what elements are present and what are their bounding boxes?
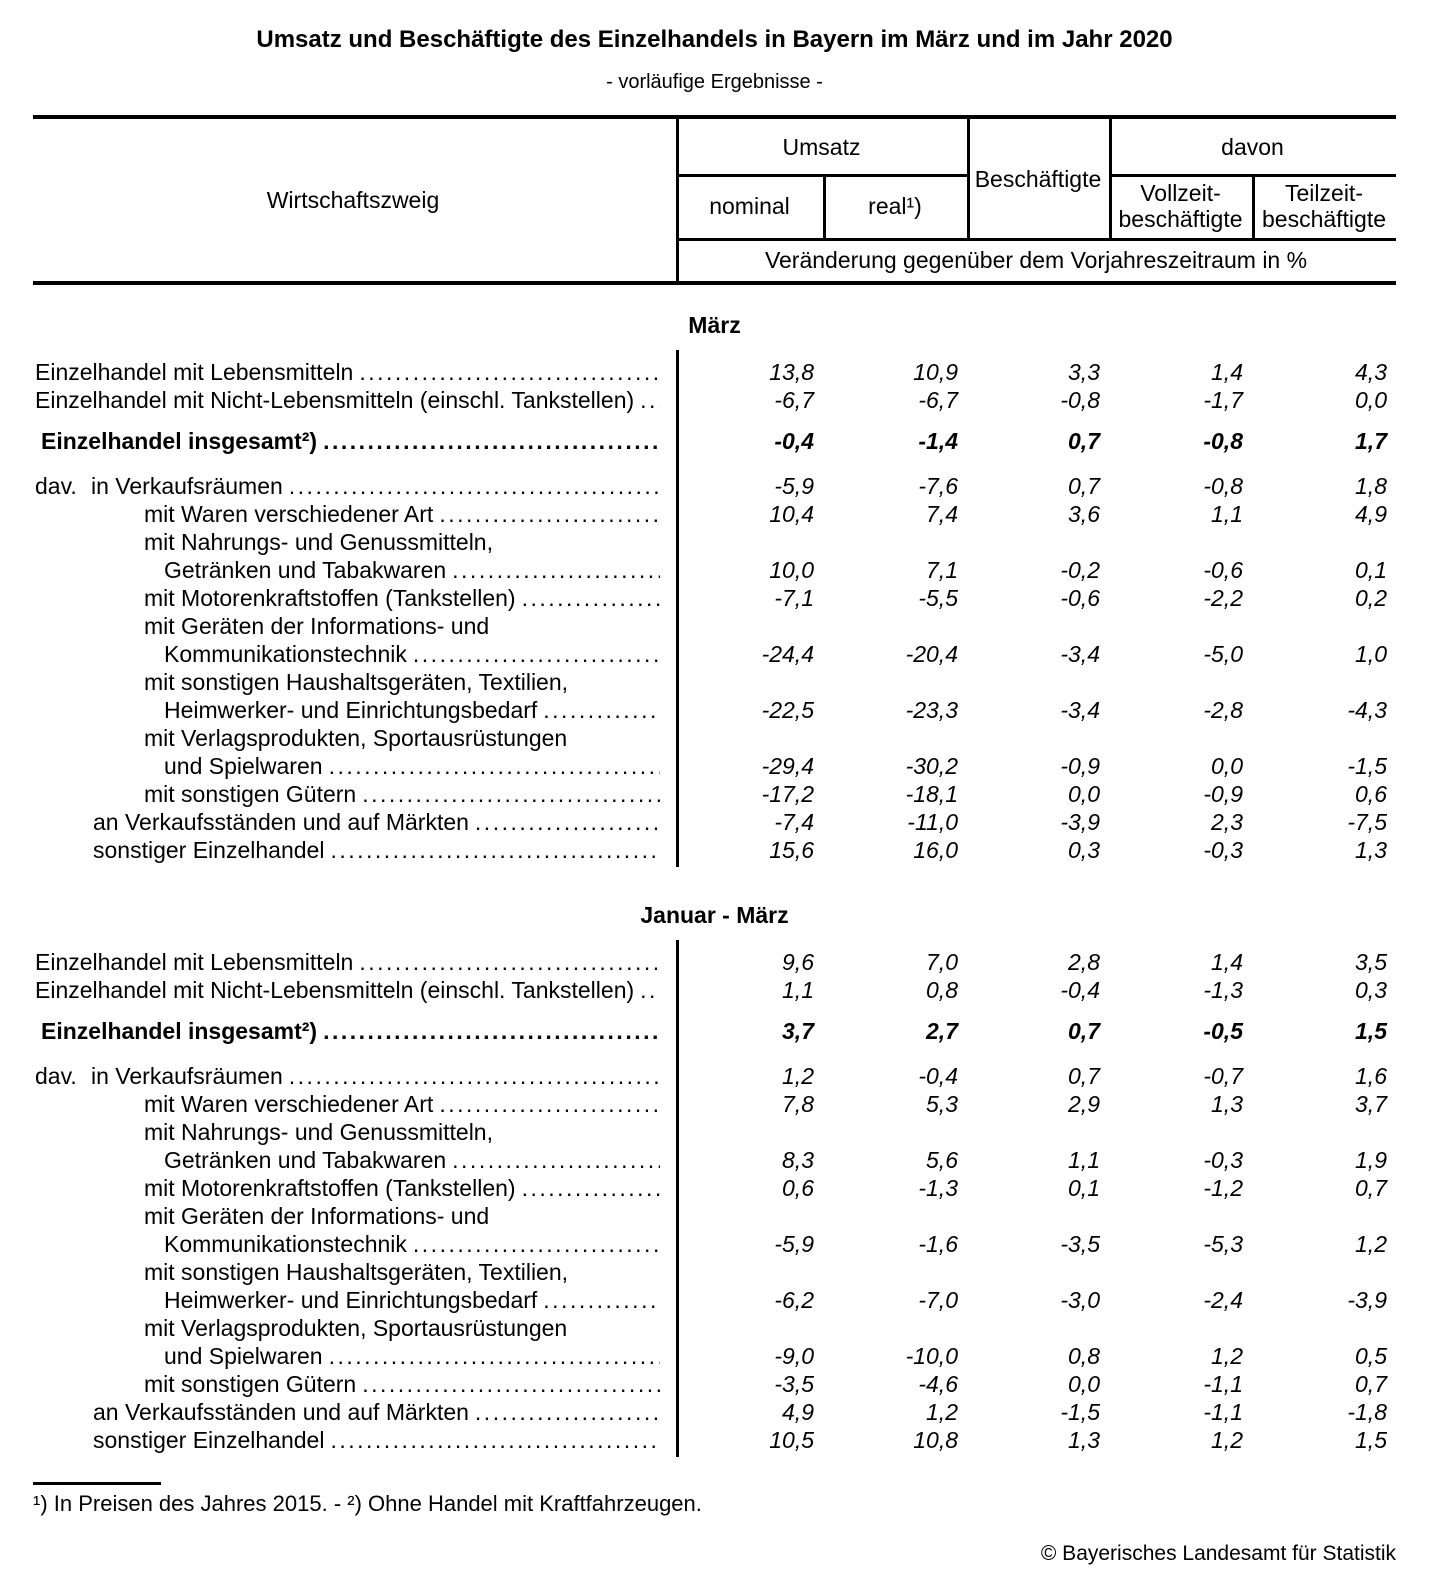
cell-nominal: -6,7: [774, 387, 814, 413]
table-row: [33, 836, 1396, 864]
cell-vollzeit: -0,5: [1203, 1018, 1243, 1044]
row-label: [33, 948, 676, 976]
header-vollzeit: [1109, 174, 1252, 238]
leader-dots: [543, 696, 660, 724]
section-heading-maerz: März: [688, 312, 741, 338]
row-label: [33, 1017, 676, 1045]
cell-nominal: -3,5: [774, 1371, 814, 1397]
header-vollzeit-line1: Vollzeit-: [1140, 180, 1221, 206]
row-label-text: mit Waren verschiedener Art: [144, 1091, 434, 1117]
table-row: [33, 1090, 1396, 1118]
leader-dots: [323, 427, 660, 455]
header-vollzeit-line2: beschäftigte: [1118, 206, 1243, 232]
cell-teilzeit: 0,2: [1355, 585, 1387, 611]
leader-dots: [439, 1090, 660, 1118]
leader-dots: [475, 1398, 660, 1426]
cell-teilzeit: -7,5: [1347, 809, 1387, 835]
row-label-text: mit Verlagsprodukten, Sportausrüstungen: [144, 1315, 568, 1341]
table-row: [33, 1174, 1396, 1202]
table-row-total: [33, 427, 1396, 455]
row-label: [33, 427, 676, 455]
column-divider: [676, 940, 679, 1457]
row-label: [33, 780, 676, 808]
cell-nominal: -7,1: [774, 585, 814, 611]
row-label-text: mit sonstigen Gütern: [144, 1371, 357, 1397]
row-label-text: Einzelhandel insgesamt²): [41, 428, 318, 454]
leader-dots: [359, 948, 660, 976]
row-label: [33, 612, 676, 668]
cell-real: -30,2: [905, 753, 958, 779]
header-wirtschaftszweig: Wirtschaftszweig: [266, 187, 440, 213]
cell-beschaeftigte: 0,0: [1068, 781, 1100, 807]
table-row: [33, 668, 1396, 724]
cell-beschaeftigte: 0,0: [1068, 1371, 1100, 1397]
table-row: [33, 808, 1396, 836]
cell-teilzeit: 0,3: [1355, 977, 1387, 1003]
row-label-text: mit Geräten der Informations- und: [144, 613, 490, 639]
row-label-text: Getränken und Tabakwaren: [164, 557, 447, 583]
row-label: [33, 1174, 676, 1202]
cell-vollzeit: -1,3: [1203, 977, 1243, 1003]
header-group-davon: davon: [1221, 133, 1284, 160]
section-rows-januar-maerz: [33, 948, 1396, 1454]
row-label-text: sonstiger Einzelhandel: [93, 837, 325, 863]
row-label-text: Kommunikationstechnik: [164, 1231, 407, 1257]
header-group-umsatz: Umsatz: [782, 133, 861, 160]
row-label-text: mit Motorenkraftstoffen (Tankstellen): [144, 1175, 516, 1201]
cell-beschaeftigte: 0,1: [1068, 1175, 1100, 1201]
row-label: [33, 1202, 676, 1258]
row-label: [33, 1062, 676, 1090]
leader-dots: [359, 358, 660, 386]
table-row-total: [33, 1017, 1396, 1045]
table-row: [33, 528, 1396, 584]
row-label-text: Einzelhandel insgesamt²): [41, 1018, 318, 1044]
cell-teilzeit: -4,3: [1347, 697, 1387, 723]
cell-vollzeit: -1,7: [1203, 387, 1243, 413]
row-label: [33, 1258, 676, 1314]
row-label: [33, 528, 676, 584]
table-row: [33, 612, 1396, 668]
row-label-text: Kommunikationstechnik: [164, 641, 407, 667]
row-label: [33, 1370, 676, 1398]
cell-real: -1,6: [918, 1231, 958, 1257]
cell-nominal: 10,0: [769, 557, 814, 583]
row-label-text: Heimwerker- und Einrichtungsbedarf: [164, 697, 538, 723]
table-row: [33, 724, 1396, 780]
leader-dots: [289, 472, 660, 500]
row-label-text: Einzelhandel mit Nicht-Lebensmitteln (einschl. Tankstellen): [35, 387, 635, 413]
cell-vollzeit: -0,3: [1203, 837, 1243, 863]
cell-nominal: 1,2: [782, 1063, 814, 1089]
table-row: [33, 1314, 1396, 1370]
cell-teilzeit: 1,2: [1355, 1231, 1387, 1257]
cell-vollzeit: -0,6: [1203, 557, 1243, 583]
leader-dots: [452, 556, 660, 584]
cell-vollzeit: -0,8: [1203, 428, 1243, 454]
cell-vollzeit: -5,0: [1203, 641, 1243, 667]
cell-beschaeftigte: -3,5: [1060, 1231, 1100, 1257]
leader-dots: [522, 1174, 660, 1202]
cell-beschaeftigte: -3,0: [1060, 1287, 1100, 1313]
cell-beschaeftigte: 3,3: [1068, 359, 1100, 385]
cell-beschaeftigte: -0,2: [1060, 557, 1100, 583]
row-label-text: Heimwerker- und Einrichtungsbedarf: [164, 1287, 538, 1313]
table-row: [33, 1202, 1396, 1258]
table-row: [33, 1426, 1396, 1454]
cell-nominal: -5,9: [774, 1231, 814, 1257]
row-label: [33, 1398, 676, 1426]
table-row: [33, 1398, 1396, 1426]
row-label: [33, 500, 676, 528]
cell-nominal: -22,5: [761, 697, 814, 723]
cell-vollzeit: 1,4: [1211, 949, 1243, 975]
header-unit-row: Veränderung gegenüber dem Vorjahreszeitraum in %: [764, 246, 1308, 273]
cell-vollzeit: -2,4: [1203, 1287, 1243, 1313]
cell-real: -0,4: [918, 1063, 958, 1089]
cell-vollzeit: -0,9: [1203, 781, 1243, 807]
cell-teilzeit: 1,5: [1355, 1018, 1387, 1044]
cell-teilzeit: 0,7: [1355, 1371, 1387, 1397]
footnote-rule: [33, 1482, 161, 1485]
cell-real: -23,3: [905, 697, 958, 723]
cell-real: -7,6: [918, 473, 958, 499]
cell-real: -20,4: [905, 641, 958, 667]
leader-dots: [543, 1286, 660, 1314]
cell-vollzeit: -1,1: [1203, 1371, 1243, 1397]
cell-real: 0,8: [926, 977, 958, 1003]
leader-dots: [330, 836, 660, 864]
cell-teilzeit: -3,9: [1347, 1287, 1387, 1313]
leader-dots: [640, 976, 660, 1004]
cell-real: -5,5: [918, 585, 958, 611]
cell-nominal: 10,4: [769, 501, 814, 527]
section-rows-maerz: [33, 358, 1396, 864]
leader-dots: [522, 584, 660, 612]
table-row: [33, 976, 1396, 1004]
cell-real: 1,2: [926, 1399, 958, 1425]
cell-teilzeit: 0,6: [1355, 781, 1387, 807]
row-label: [33, 808, 676, 836]
cell-teilzeit: 1,0: [1355, 641, 1387, 667]
cell-vollzeit: -5,3: [1203, 1231, 1243, 1257]
row-label: [33, 584, 676, 612]
row-label: [33, 1090, 676, 1118]
cell-vollzeit: -2,2: [1203, 585, 1243, 611]
cell-beschaeftigte: 0,7: [1068, 473, 1100, 499]
cell-teilzeit: 4,3: [1355, 359, 1387, 385]
column-divider: [1109, 119, 1112, 241]
table-row: [33, 1118, 1396, 1174]
cell-real: -6,7: [918, 387, 958, 413]
header-beschaeftigte: Beschäftigte: [974, 165, 1102, 192]
leader-dots: [413, 640, 660, 668]
cell-real: -7,0: [918, 1287, 958, 1313]
cell-nominal: 4,9: [782, 1399, 814, 1425]
cell-beschaeftigte: -3,4: [1060, 697, 1100, 723]
cell-teilzeit: 0,0: [1355, 387, 1387, 413]
table-row: [33, 1370, 1396, 1398]
table-row: [33, 386, 1396, 414]
cell-real: -1,4: [918, 428, 958, 454]
row-label-prefix: dav.: [35, 473, 77, 499]
column-divider: [1252, 174, 1255, 241]
cell-nominal: 7,8: [782, 1091, 814, 1117]
leader-dots: [413, 1230, 660, 1258]
cell-vollzeit: 0,0: [1211, 753, 1243, 779]
cell-nominal: 1,1: [782, 977, 814, 1003]
cell-beschaeftigte: -0,8: [1060, 387, 1100, 413]
cell-teilzeit: 0,5: [1355, 1343, 1387, 1369]
row-label-text: sonstiger Einzelhandel: [93, 1427, 325, 1453]
leader-dots: [362, 780, 660, 808]
cell-teilzeit: 3,7: [1355, 1091, 1387, 1117]
table-row: [33, 472, 1396, 500]
column-divider: [676, 350, 679, 867]
cell-teilzeit: 1,6: [1355, 1063, 1387, 1089]
cell-beschaeftigte: -0,6: [1060, 585, 1100, 611]
row-label-text: mit sonstigen Haushaltsgeräten, Textilien,: [144, 1259, 569, 1285]
cell-real: -4,6: [918, 1371, 958, 1397]
cell-nominal: 0,6: [782, 1175, 814, 1201]
cell-beschaeftigte: 0,7: [1068, 428, 1100, 454]
cell-nominal: -0,4: [774, 428, 814, 454]
cell-real: 7,0: [926, 949, 958, 975]
row-label: [33, 472, 676, 500]
section-heading-januar-maerz: Januar - März: [640, 902, 789, 928]
cell-beschaeftigte: 2,8: [1068, 949, 1100, 975]
cell-teilzeit: 1,3: [1355, 837, 1387, 863]
row-label-text: mit Nahrungs- und Genussmitteln,: [144, 529, 493, 555]
row-label: [33, 1314, 676, 1370]
leader-dots: [640, 386, 660, 414]
cell-beschaeftigte: 3,6: [1068, 501, 1100, 527]
cell-vollzeit: 1,3: [1211, 1091, 1243, 1117]
row-label-text: Einzelhandel mit Nicht-Lebensmitteln (einschl. Tankstellen): [35, 977, 635, 1003]
cell-vollzeit: -2,8: [1203, 697, 1243, 723]
page-title: Umsatz und Beschäftigte des Einzelhandels in Bayern im März und im Jahr 2020: [256, 26, 1173, 53]
table-row: [33, 500, 1396, 528]
rule-under-umsatz: [676, 174, 967, 177]
table-header: [33, 115, 1396, 285]
cell-nominal: -7,4: [774, 809, 814, 835]
row-label: [33, 668, 676, 724]
cell-beschaeftigte: -3,4: [1060, 641, 1100, 667]
cell-beschaeftigte: 1,3: [1068, 1427, 1100, 1453]
cell-nominal: -29,4: [761, 753, 814, 779]
row-label-text: mit Nahrungs- und Genussmitteln,: [144, 1119, 493, 1145]
cell-nominal: 9,6: [782, 949, 814, 975]
row-label: [33, 358, 676, 386]
cell-beschaeftigte: 1,1: [1068, 1147, 1100, 1173]
cell-real: 16,0: [913, 837, 958, 863]
column-divider: [676, 119, 679, 281]
cell-real: -10,0: [905, 1343, 958, 1369]
leader-dots: [329, 1342, 660, 1370]
cell-vollzeit: 1,2: [1211, 1427, 1243, 1453]
row-label-text: mit Verlagsprodukten, Sportausrüstungen: [144, 725, 568, 751]
cell-nominal: -5,9: [774, 473, 814, 499]
cell-real: 10,9: [913, 359, 958, 385]
row-label-text: an Verkaufsständen und auf Märkten: [93, 1399, 469, 1425]
cell-vollzeit: -1,2: [1203, 1175, 1243, 1201]
cell-teilzeit: 1,5: [1355, 1427, 1387, 1453]
row-label-text: in Verkaufsräumen: [91, 1063, 283, 1089]
cell-teilzeit: 0,7: [1355, 1175, 1387, 1201]
cell-beschaeftigte: 0,7: [1068, 1063, 1100, 1089]
header-teilzeit-line1: Teilzeit-: [1285, 180, 1363, 206]
row-label: [33, 1426, 676, 1454]
row-label-text: mit sonstigen Gütern: [144, 781, 357, 807]
cell-real: 5,3: [926, 1091, 958, 1117]
cell-beschaeftigte: 0,8: [1068, 1343, 1100, 1369]
cell-real: -11,0: [907, 809, 958, 835]
row-label-text: mit Geräten der Informations- und: [144, 1203, 490, 1229]
table-row: [33, 358, 1396, 386]
table-row: [33, 1258, 1396, 1314]
cell-real: -18,1: [905, 781, 958, 807]
cell-teilzeit: 3,5: [1355, 949, 1387, 975]
cell-real: 10,8: [913, 1427, 958, 1453]
cell-nominal: -17,2: [761, 781, 814, 807]
rule-under-subheaders: [676, 238, 1396, 241]
column-divider: [823, 174, 826, 241]
cell-beschaeftigte: 2,9: [1068, 1091, 1100, 1117]
row-label-text: in Verkaufsräumen: [91, 473, 283, 499]
row-label-prefix: dav.: [35, 1063, 77, 1089]
cell-teilzeit: -1,8: [1347, 1399, 1387, 1425]
row-label: [33, 1118, 676, 1174]
row-label-text: mit Waren verschiedener Art: [144, 501, 434, 527]
cell-vollzeit: 1,1: [1211, 501, 1243, 527]
cell-beschaeftigte: -0,9: [1060, 753, 1100, 779]
cell-teilzeit: 1,8: [1355, 473, 1387, 499]
row-label-text: an Verkaufsständen und auf Märkten: [93, 809, 469, 835]
cell-vollzeit: 2,3: [1211, 809, 1243, 835]
table-area: [33, 26, 1396, 1566]
cell-vollzeit: -0,7: [1203, 1063, 1243, 1089]
leader-dots: [329, 752, 660, 780]
row-label-text: Einzelhandel mit Lebensmitteln: [35, 949, 354, 975]
copyright-text: © Bayerisches Landesamt für Statistik: [1040, 1542, 1396, 1565]
cell-teilzeit: 1,7: [1355, 428, 1387, 454]
header-nominal: nominal: [709, 193, 790, 219]
leader-dots: [475, 808, 660, 836]
cell-vollzeit: 1,2: [1211, 1343, 1243, 1369]
cell-vollzeit: -0,3: [1203, 1147, 1243, 1173]
cell-beschaeftigte: -1,5: [1060, 1399, 1100, 1425]
footnote-text: ¹) In Preisen des Jahres 2015. - ²) Ohne Handel mit Kraftfahrzeugen.: [33, 1491, 702, 1516]
table-row: [33, 780, 1396, 808]
leader-dots: [289, 1062, 660, 1090]
cell-beschaeftigte: 0,7: [1068, 1018, 1100, 1044]
cell-nominal: -9,0: [774, 1343, 814, 1369]
row-label: [33, 836, 676, 864]
row-label-text: und Spielwaren: [164, 753, 323, 779]
cell-nominal: -6,2: [774, 1287, 814, 1313]
leader-dots: [330, 1426, 660, 1454]
column-divider: [967, 119, 970, 241]
table-row: [33, 948, 1396, 976]
cell-nominal: -24,4: [761, 641, 814, 667]
header-teilzeit: [1252, 174, 1396, 238]
cell-real: 7,1: [926, 557, 958, 583]
cell-vollzeit: 1,4: [1211, 359, 1243, 385]
cell-real: 5,6: [926, 1147, 958, 1173]
cell-teilzeit: -1,5: [1347, 753, 1387, 779]
cell-real: -1,3: [918, 1175, 958, 1201]
page-subtitle: - vorläufige Ergebnisse -: [606, 71, 823, 93]
row-label-text: und Spielwaren: [164, 1343, 323, 1369]
leader-dots: [452, 1146, 660, 1174]
row-label-text: mit Motorenkraftstoffen (Tankstellen): [144, 585, 516, 611]
row-label: [33, 386, 676, 414]
cell-beschaeftigte: 0,3: [1068, 837, 1100, 863]
row-label-text: mit sonstigen Haushaltsgeräten, Textilien,: [144, 669, 569, 695]
cell-teilzeit: 0,1: [1355, 557, 1387, 583]
cell-vollzeit: -1,1: [1203, 1399, 1243, 1425]
header-teilzeit-line2: beschäftigte: [1261, 206, 1387, 232]
row-label: [33, 976, 676, 1004]
cell-nominal: 3,7: [782, 1018, 814, 1044]
header-real: real¹): [868, 193, 922, 219]
cell-nominal: 8,3: [782, 1147, 814, 1173]
cell-beschaeftigte: -0,4: [1060, 977, 1100, 1003]
table-row: [33, 1062, 1396, 1090]
cell-real: 7,4: [926, 501, 958, 527]
row-label-text: Einzelhandel mit Lebensmitteln: [35, 359, 354, 385]
cell-nominal: 10,5: [769, 1427, 814, 1453]
leader-dots: [439, 500, 660, 528]
cell-teilzeit: 1,9: [1355, 1147, 1387, 1173]
table-row: [33, 584, 1396, 612]
cell-beschaeftigte: -3,9: [1060, 809, 1100, 835]
cell-vollzeit: -0,8: [1203, 473, 1243, 499]
cell-nominal: 13,8: [769, 359, 814, 385]
leader-dots: [362, 1370, 660, 1398]
leader-dots: [323, 1017, 660, 1045]
row-label-text: Getränken und Tabakwaren: [164, 1147, 447, 1173]
cell-real: 2,7: [926, 1018, 958, 1044]
cell-teilzeit: 4,9: [1355, 501, 1387, 527]
cell-nominal: 15,6: [769, 837, 814, 863]
row-label: [33, 724, 676, 780]
